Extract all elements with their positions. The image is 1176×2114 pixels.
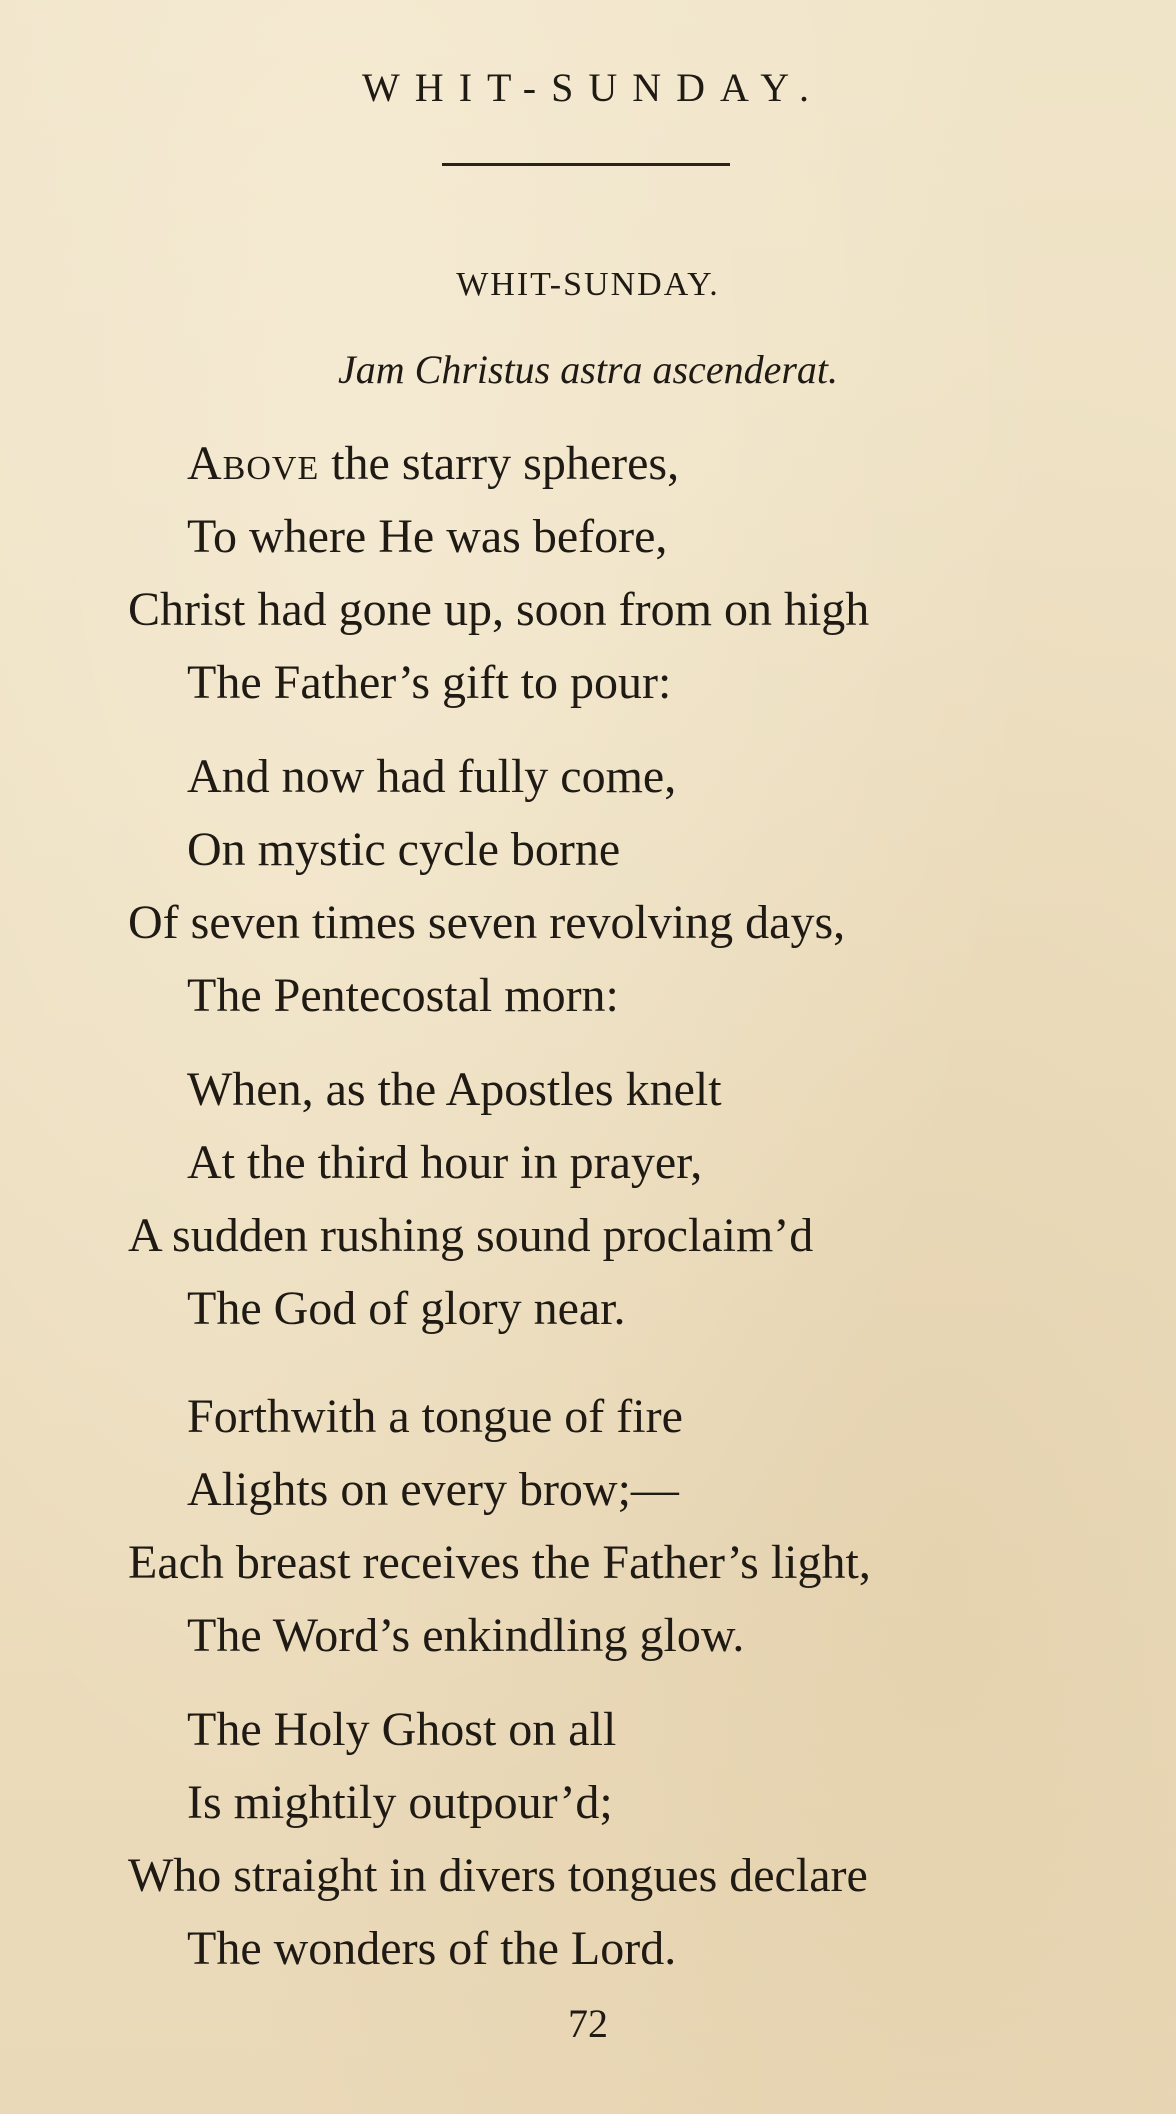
verse-line: Is mightily outpour’d;	[187, 1776, 613, 1829]
verse-line: When, as the Apostles knelt	[187, 1063, 722, 1116]
verse-line: The Holy Ghost on all	[187, 1703, 617, 1756]
verse-line: The Pentecostal morn:	[187, 969, 619, 1022]
verse-line: Alights on every brow;—	[187, 1463, 679, 1516]
verse-line: And now had fully come,	[187, 750, 677, 803]
verse-line: Each breast receives the Father’s light,	[128, 1536, 871, 1589]
verse-line: A sudden rushing sound proclaim’d	[128, 1209, 814, 1262]
running-head: WHIT-SUNDAY.	[362, 65, 824, 110]
verse-line: The God of glory near.	[187, 1282, 626, 1335]
hymn-title: WHIT-SUNDAY.	[456, 266, 720, 303]
latin-incipit: Jam Christus astra ascenderat.	[338, 347, 838, 392]
verse-line: Who straight in divers tongues declare	[128, 1849, 868, 1902]
verse-line: To where He was before,	[187, 510, 668, 563]
verse-line: On mystic cycle borne	[187, 823, 621, 876]
verse-line: At the third hour in prayer,	[187, 1136, 703, 1189]
header-rule	[442, 163, 730, 166]
verse-line: The Father’s gift to pour:	[187, 656, 672, 709]
verse-line: The wonders of the Lord.	[187, 1922, 677, 1975]
verse-line: The Word’s enkindling glow.	[187, 1609, 745, 1662]
verse-line: Forthwith a tongue of fire	[187, 1390, 683, 1443]
verse-line	[187, 437, 680, 490]
verse-line: Of seven times seven revolving days,	[128, 896, 846, 949]
verse-line: Christ had gone up, soon from on high	[128, 583, 870, 636]
page-number: 72	[568, 2001, 608, 2046]
small-caps-lead-word: Above	[187, 437, 320, 490]
verse-line-text: the starry spheres,	[319, 437, 680, 490]
